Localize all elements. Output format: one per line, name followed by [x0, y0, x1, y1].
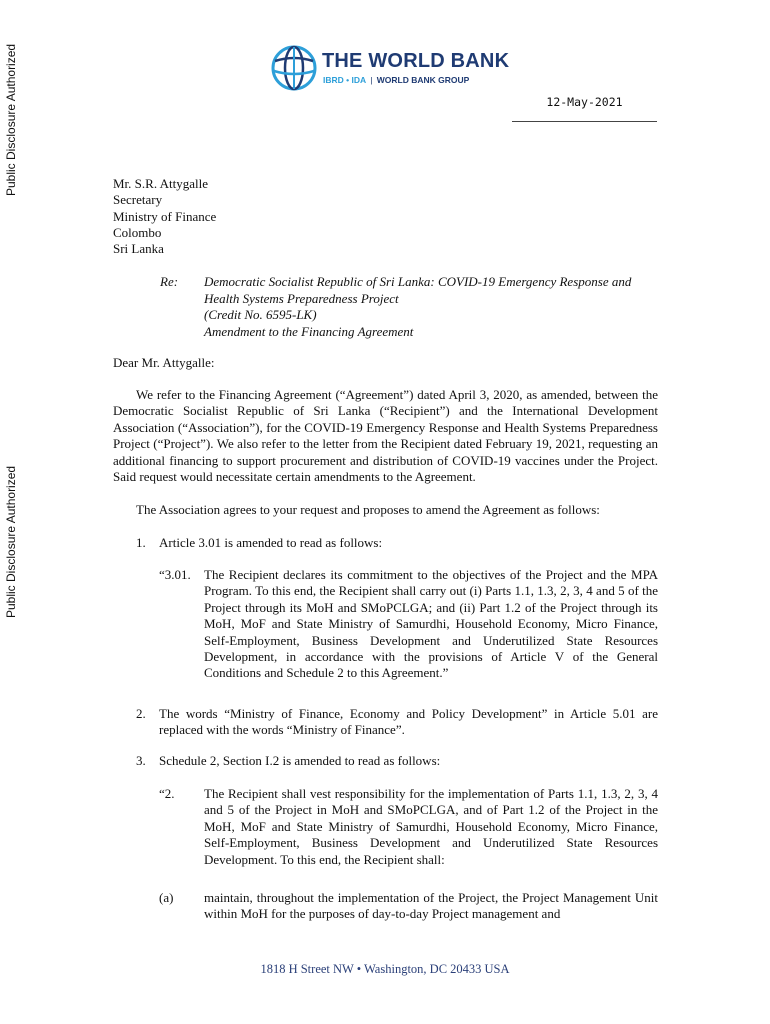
- logo-group: WORLD BANK GROUP: [376, 75, 470, 85]
- item-number: “2.: [159, 786, 175, 801]
- disclosure-label-text: Public Disclosure Authorized: [4, 43, 18, 196]
- proposal-paragraph: The Association agrees to your request and proposes to amend the Agreement as follows:: [136, 502, 600, 517]
- globe-icon: [270, 44, 318, 92]
- re-subject: [204, 274, 631, 340]
- item-number: 1.: [136, 535, 146, 550]
- logo-ibrd-ida: IBRD • IDA: [323, 75, 366, 85]
- footer-address: 1818 H Street NW • Washington, DC 20433 USA: [260, 962, 510, 976]
- disclosure-label-middle: [4, 450, 20, 620]
- re-line: (Credit No. 6595-LK): [204, 307, 317, 322]
- address-line: Sri Lanka: [113, 241, 164, 257]
- item-number: “3.01.: [159, 567, 191, 582]
- date-underline: [512, 121, 657, 122]
- disclosure-label-top: [4, 0, 20, 200]
- re-label: Re:: [160, 274, 179, 289]
- item-text: The words “Ministry of Finance, Economy and Policy Development” in Article 5.01 are replaced with the words “Ministry of Finance”.: [159, 706, 658, 738]
- letter-date: 12-May-2021: [546, 95, 623, 109]
- logo-title: THE WORLD BANK: [322, 50, 510, 72]
- item-number: 2.: [136, 706, 146, 721]
- address-line: Mr. S.R. Attygalle: [113, 176, 208, 191]
- intro-paragraph: We refer to the Financing Agreement (“Agreement”) dated April 3, 2020, as amended, between the Democratic Socialist Republic of Sri Lanka (“Recipient”) and the International Development Association (“Association”), for the COVID-19 Emergency Response and Health Systems Preparedness Project (“Project”). We also refer to the letter from the Recipient dated February 19, 2021, requesting an additional financing to support procurement and distribution of COVID-19 vaccines under the Project. Said request would necessitate certain amendments to the Agreement.: [113, 387, 658, 485]
- salutation: Dear Mr. Attygalle:: [113, 355, 215, 370]
- item-number: 3.: [136, 753, 146, 768]
- address-line: Ministry of Finance: [113, 208, 217, 224]
- address-line: Colombo: [113, 224, 162, 240]
- logo-subtitle: [323, 75, 469, 85]
- disclosure-label-text: Public Disclosure Authorized: [4, 465, 18, 618]
- recipient-address: [113, 176, 216, 257]
- item-text: The Recipient shall vest responsibility for the implementation of Parts 1.1, 1.3, 2, 3, 4 and 5 of the Project in MoH and SMoPCLGA, and of Part 1.2 of the Project in the MoH, MoF and State Ministry of Samurdhi, Household Economy, Micro Finance, Self-Employment, Business Development and Underutilized State Resources Development. To this end, the Recipient shall:: [204, 786, 658, 867]
- item-number: (a): [159, 890, 174, 905]
- item-text: Article 3.01 is amended to read as follows:: [159, 535, 383, 550]
- address-line: Secretary: [113, 192, 163, 208]
- item-text: maintain, throughout the implementation of the Project, the Project Management Unit within MoH for the purposes of day-to-day Project management and: [204, 890, 658, 922]
- re-line: Health Systems Preparedness Project: [204, 290, 399, 306]
- item-text: Schedule 2, Section I.2 is amended to read as follows:: [159, 753, 441, 768]
- re-line: Amendment to the Financing Agreement: [204, 323, 414, 339]
- logo-separator: |: [370, 75, 373, 85]
- item-text: The Recipient declares its commitment to the objectives of the Project and the MPA Program. To this end, the Recipient shall carry out (i) Parts 1.1, 1.3, 2, 3, 4 and 5 of the Project through its MoH and SMoPCLGA; and (ii) Part 1.2 of the Project through its MoH, MoF and State Ministry of Samurdhi, Household Economy, Micro Finance, Self-Employment, Business Development and Underutilized State Resources Development, in accordance with the provisions of Article V of the General Conditions and Schedule 2 to this Agreement.”: [204, 567, 658, 681]
- re-line: Democratic Socialist Republic of Sri Lanka: COVID-19 Emergency Response and: [204, 274, 632, 289]
